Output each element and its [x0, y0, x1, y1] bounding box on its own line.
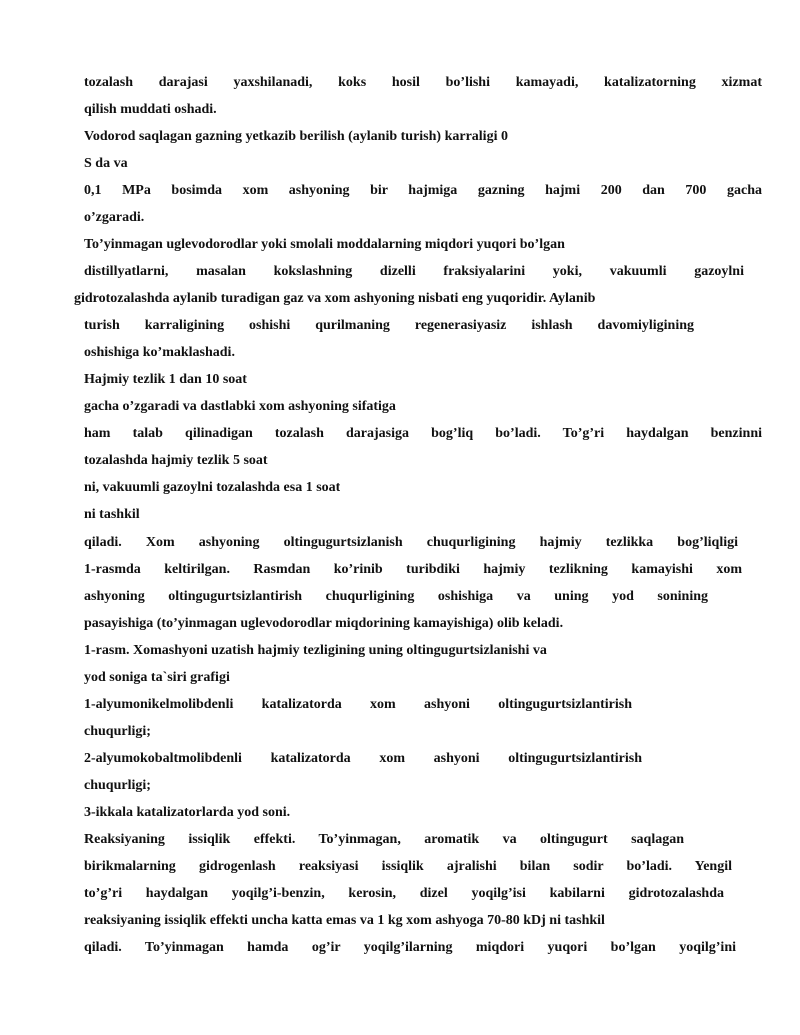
text-line: pasayishiga (to’yinmagan uglevodorodlar miqdorining kamayishiga) olib keladi.: [84, 616, 564, 631]
text-line: Vodorod saqlagan gazning yetkazib berilish (aylanib turish) karraligi 0: [84, 129, 508, 144]
text-line: oshishiga ko’maklashadi.: [84, 345, 235, 360]
legend-line: 1-alyumonikelmolibdenli katalizatorda xom ashyoni oltingugurtsizlantirish: [84, 697, 632, 712]
text-line: S da va: [84, 156, 128, 171]
text-line: Reaksiyaning issiqlik effekti. To’yinmagan, aromatik va oltingugurt saqlagan: [84, 832, 684, 847]
text-line: tozalash darajasi yaxshilanadi, koks hosil bo’lishi kamayadi, katalizatorning xizmat: [84, 75, 762, 90]
text-line: qiladi. Xom ashyoning oltingugurtsizlanish chuqurligining hajmiy tezlikka bog’liqligi: [84, 535, 738, 550]
figure-caption: yod soniga ta`siri grafigi: [84, 670, 230, 685]
legend-line: 3-ikkala katalizatorlarda yod soni.: [84, 805, 291, 820]
text-line: to’g’ri haydalgan yoqilg’i-benzin, kerosin, dizel yoqilg’isi kabilarni gidrotozalashda: [84, 886, 724, 901]
text-line: gacha o’zgaradi va dastlabki xom ashyoning sifatiga: [84, 399, 396, 414]
text-line: o’zgaradi.: [84, 210, 145, 225]
text-line: ni tashkil: [84, 507, 140, 522]
legend-line: chuqurligi;: [84, 724, 151, 739]
text-line: qilish muddati oshadi.: [84, 102, 217, 117]
text-line: turish karraligining oshishi qurilmaning regenerasiyasiz ishlash davomiyligining: [84, 318, 694, 333]
text-line: ham talab qilinadigan tozalash darajasiga bog’liq bo’ladi. To’g’ri haydalgan benzinni: [84, 426, 762, 441]
text-line: 1-rasmda keltirilgan. Rasmdan ko’rinib turibdiki hajmiy tezlikning kamayishi xom: [84, 562, 742, 577]
legend-line: 2-alyumokobaltmolibdenli katalizatorda xom ashyoni oltingugurtsizlantirish: [84, 751, 642, 766]
text-line: qiladi. To’yinmagan hamda og’ir yoqilg’ilarning miqdori yuqori bo’lgan yoqilg’ini: [84, 940, 736, 955]
text-line: 0,1 MPa bosimda xom ashyoning bir hajmiga gazning hajmi 200 dan 700 gacha: [84, 183, 762, 198]
text-line: reaksiyaning issiqlik effekti uncha katta emas va 1 kg xom ashyoga 70-80 kDj ni tashkil: [84, 913, 605, 928]
text-line: ashyoning oltingugurtsizlantirish chuqurligining oshishiga va uning yod sonining: [84, 589, 708, 604]
figure-caption: 1-rasm. Xomashyoni uzatish hajmiy tezligining uning oltingugurtsizlanishi va: [84, 643, 547, 658]
text-line: tozalashda hajmiy tezlik 5 soat: [84, 453, 268, 468]
text-line: ni, vakuumli gazoylni tozalashda esa 1 soat: [84, 480, 341, 495]
text-line: Hajmiy tezlik 1 dan 10 soat: [84, 372, 247, 387]
text-line: distillyatlarni, masalan kokslashning dizelli fraksiyalarini yoki, vakuumli gazoylni: [84, 264, 744, 279]
legend-line: chuqurligi;: [84, 778, 151, 793]
text-line: To’yinmagan uglevodorodlar yoki smolali moddalarning miqdori yuqori bo’lgan: [84, 237, 565, 252]
text-line: gidrotozalashda aylanib turadigan gaz va xom ashyoning nisbati eng yuqoridir. Aylanib: [74, 291, 596, 306]
text-line: birikmalarning gidrogenlash reaksiyasi issiqlik ajralishi bilan sodir bo’ladi. Yengil: [84, 859, 732, 874]
